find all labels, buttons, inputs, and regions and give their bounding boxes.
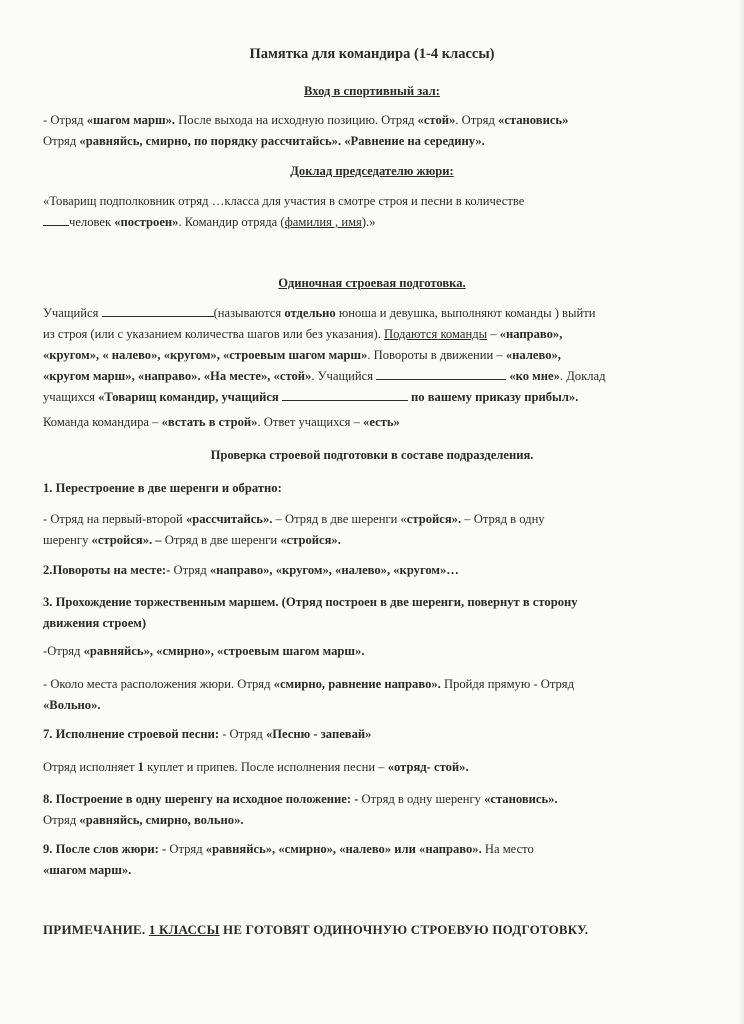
item-1-heading: 1. Перестроение в две шеренги и обратно: [43,481,282,495]
item-9: 9. После слов жюри: - Отряд «равняйсь», «смирно», «налево» или «направо». На место «шагом марш». [43,842,534,877]
single-heading: Одиночная строевая подготовка. [278,276,466,290]
check-heading: Проверка строевой подготовки в составе подразделения. [210,448,534,462]
entry-paragraph: - Отряд «шагом марш». После выхода на исходную позицию. Отряд «стой». Отряд «становись» Отряд «равняйсь, смирно, по порядку рассчитайсь». «Равнение на середину». [43,113,569,148]
entry-heading: Вход в спортивный зал: [304,84,440,98]
note: ПРИМЕЧАНИЕ. 1 КЛАССЫ НЕ ГОТОВЯТ ОДИНОЧНУЮ СТРОЕВУЮ ПОДГОТОВКУ. [43,922,589,937]
blank-line [376,367,506,380]
item-3-jury: - Около места расположения жюри. Отряд «смирно, равнение направо». Пройдя прямую - Отряд «Вольно». [43,677,574,712]
item-7: 7. Исполнение строевой песни: - Отряд «Песню - запевай» [43,727,372,741]
document-title: Памятка для командира (1-4 классы) [249,46,495,62]
item-8: 8. Построение в одну шеренгу на исходное положение: - Отряд в одну шеренгу «становись». Отряд «равняйсь, смирно, вольно». [43,792,558,827]
item-3-heading: 3. Прохождение торжественным маршем. (Отряд построен в две шеренги, повернут в сторону движения строем) [43,595,578,630]
blank-line [43,213,69,226]
item-1-text: - Отряд на первый-второй «рассчитайсь». – Отряд в две шеренги «стройся». – Отряд в одну шеренгу «стройся». – Отряд в две шеренги «стройся». [43,512,545,547]
single-paragraph: Учащийся (называются отдельно юноша и девушка, выполняют команды ) выйти из строя (или с указанием количества шагов или без указания). Подаются команды – «направо», «кругом», « налево», «кругом», «строевым шагом марш». Повороты в движении – «налево», «кругом марш», «направо». «На месте», «стой». Учащийся «ко мне». Доклад учащихся «Товарищ командир, учащийся по вашему приказу прибыл». [43,306,606,404]
item-3-command: -Отряд «равняйсь», «смирно», «строевым шагом марш». [43,644,365,658]
report-paragraph: «Товарищ подполковник отряд …класса для участия в смотре строя и песни в количестве человек «построен». Командир отряда (фамилия , имя).» [43,194,525,229]
commander-command: Команда командира – «встать в строй». Ответ учащихся – «есть» [43,415,400,429]
blank-line [102,304,214,317]
item-7-text: Отряд исполняет 1 куплет и припев. После исполнения песни – «отряд- стой». [43,760,469,774]
blank-line [282,388,408,401]
scan-edge-shadow [738,0,744,1024]
report-heading: Доклад председателю жюри: [290,164,454,178]
item-2: 2.Повороты на месте:- Отряд «направо», «кругом», «налево», «кругом»… [43,563,459,577]
